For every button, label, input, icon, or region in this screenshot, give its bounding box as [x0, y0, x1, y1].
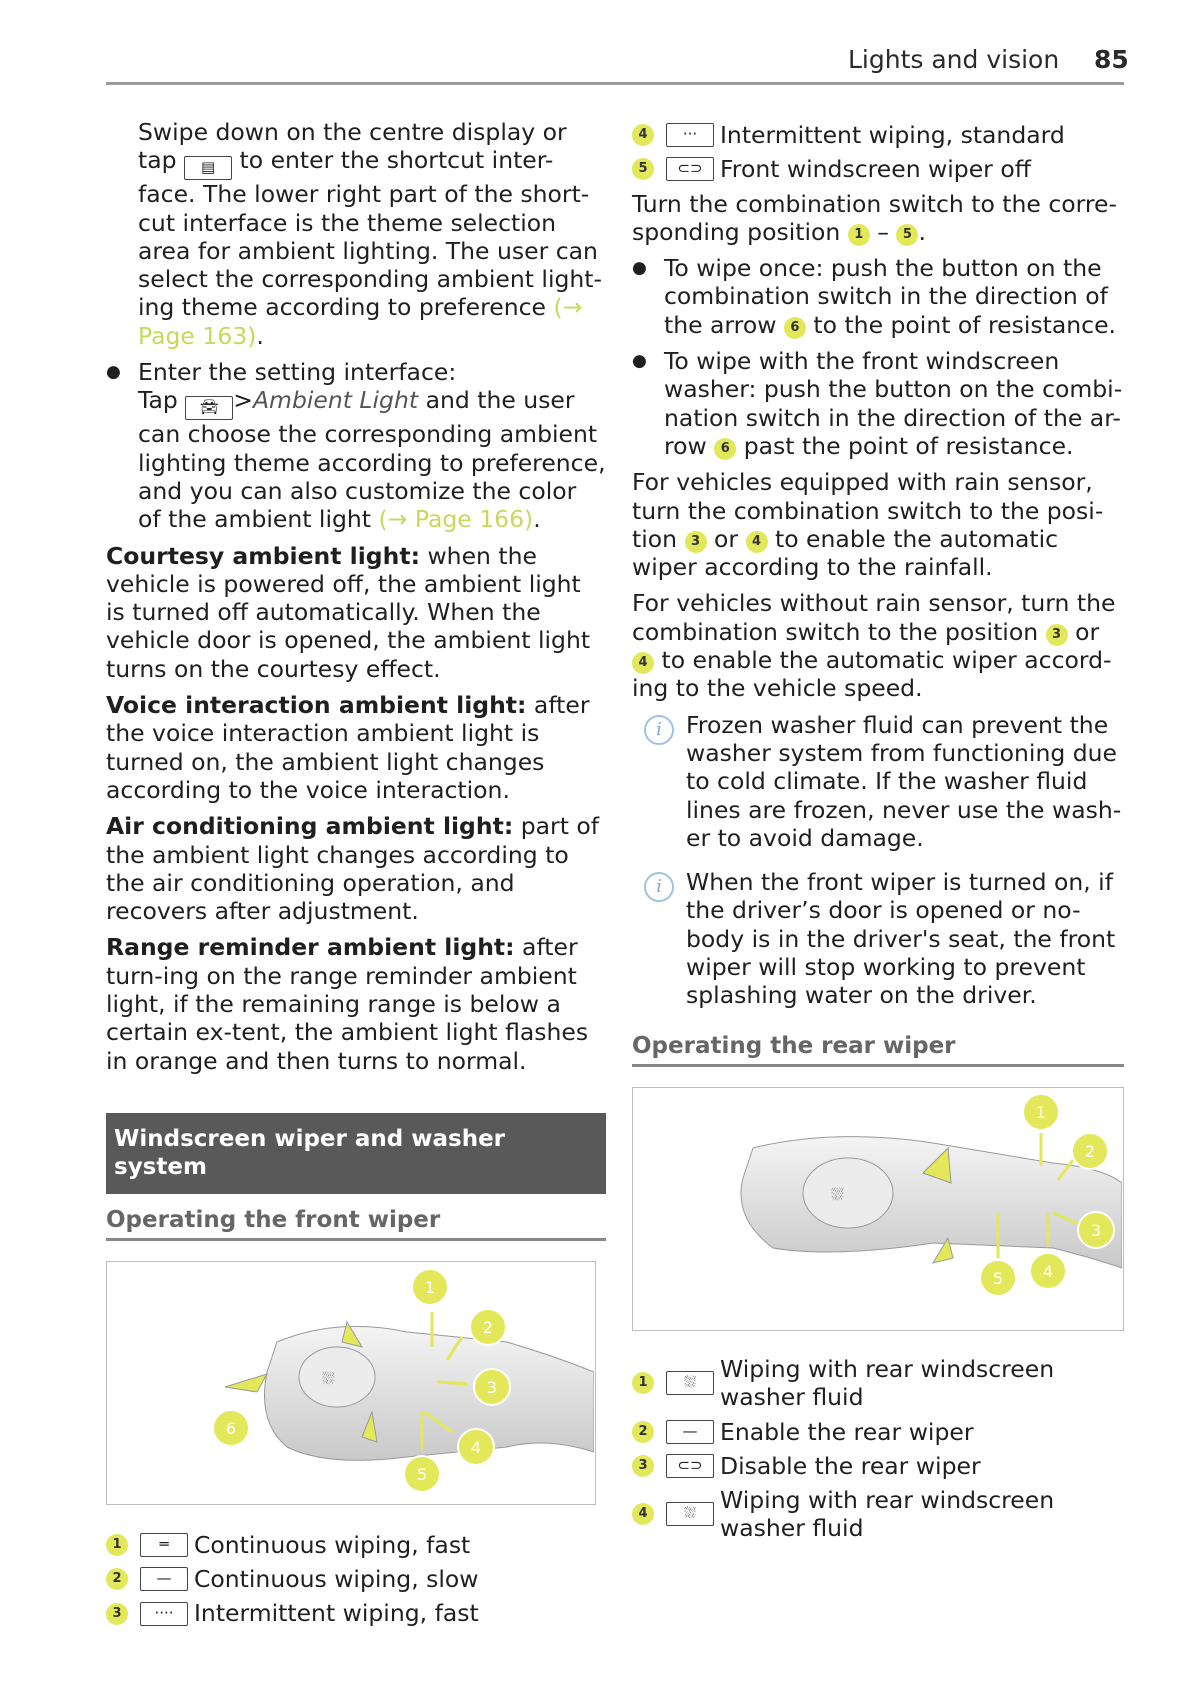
- info-text: Frozen washer fluid can prevent the washer system from functioning due to cold climate. If the washer fluid lines are frozen, never use the wash-er to avoid damage.: [686, 710, 1122, 852]
- text: Tap: [138, 386, 178, 415]
- term: Range reminder ambient light:: [106, 933, 515, 962]
- text: To wipe with the front windscreen washer: push the button on the combi-nation switch in the direction of the ar-row: [664, 347, 1123, 460]
- term: Courtesy ambient light:: [106, 541, 420, 570]
- term: Air conditioning ambient light:: [106, 812, 514, 841]
- figure-callout-label: 4: [470, 1437, 482, 1457]
- text: To wipe once: push the button on the combination switch in the direction of the arrow: [664, 254, 1108, 339]
- page-link[interactable]: (→ Page 166): [378, 505, 534, 534]
- range-paragraph: [106, 933, 606, 1074]
- header-rule: [106, 82, 1124, 85]
- figure-callout-label: 1: [424, 1277, 436, 1297]
- legend-text: Wiping with rear windscreen washer fluid: [720, 1354, 1055, 1412]
- callout-number: 1: [106, 1534, 128, 1556]
- text: tap: [138, 146, 177, 175]
- legend-item: [106, 1565, 606, 1593]
- legend-item: [632, 1355, 1124, 1412]
- figure-callout-label: 6: [225, 1418, 237, 1438]
- legend-text: Disable the rear wiper: [720, 1451, 981, 1480]
- figure-callout-label: 2: [482, 1317, 494, 1337]
- callout-number: 3: [106, 1603, 128, 1625]
- svg-text:⛆: ⛆: [322, 1368, 335, 1388]
- text: or: [1075, 617, 1100, 646]
- subsection-heading: Operating the front wiper: [106, 1200, 606, 1241]
- shortcut-paragraph: Swipe down on the centre display or tap ▤ to enter the shortcut inter-face. The lower right part of the short-cut interface is the theme selection area for ambient lighting. The user can select the corresponding ambient light-ing theme according to preference (→ Page 163).: [138, 118, 602, 350]
- text: to enter the shortcut inter-face. The lower right part of the short-cut interface is the theme selection area for ambient lighting. The user can select the corresponding ambient light-ing theme according to preference: [138, 146, 602, 322]
- text: to enable the automatic wiper according to the rainfall.: [632, 524, 1059, 582]
- text: to enable the automatic wiper accord-ing to the vehicle speed.: [632, 646, 1112, 703]
- callout-number: 1: [632, 1372, 654, 1394]
- figure-callout-label: 2: [1084, 1141, 1096, 1161]
- front-wiper-stalk-illustration: [107, 1262, 594, 1503]
- bullet-setting: ● Enter the setting interface: Tap 🚘︎ >Ambient Light and the user can choose the corresponding ambient lighting theme according to preference, and you can also customize the color of the ambient light (→ Page 166).: [106, 358, 606, 533]
- callout-number: 6: [714, 438, 736, 460]
- intermittent-fast-icon: ····: [140, 1602, 188, 1626]
- vehicle-settings-icon: 🚘︎: [185, 396, 233, 420]
- callout-number: 1: [848, 224, 870, 246]
- callout-number: 4: [632, 652, 654, 674]
- rear-wiper-figure: [632, 1087, 1124, 1331]
- rear-washer-icon: ⛆: [666, 1371, 714, 1395]
- rear-wiper-on-icon: —: [666, 1420, 714, 1444]
- info-note: [632, 868, 1124, 1009]
- intermittent-standard-icon: ···: [666, 123, 714, 147]
- bullet-washer: [632, 347, 1124, 460]
- shortcut-menu-icon: ▤: [184, 156, 232, 180]
- figure-callout-label: 5: [992, 1268, 1004, 1288]
- legend-item: [106, 1599, 606, 1627]
- legend-item: [632, 1486, 1124, 1543]
- figure-callout-label: 4: [1042, 1261, 1054, 1281]
- callout-number: 3: [1046, 624, 1068, 646]
- voice-paragraph: [106, 691, 606, 804]
- callout-number: 6: [784, 317, 806, 339]
- subsection-heading: Operating the rear wiper: [632, 1026, 1124, 1067]
- text: part of the ambient light changes according to the air conditioning operation, and recovers after adjustment.: [106, 812, 600, 926]
- legend-text: Continuous wiping, slow: [194, 1565, 479, 1594]
- legend-text: Intermittent wiping, fast: [194, 1599, 479, 1628]
- callout-number: 2: [106, 1568, 128, 1590]
- air-paragraph: [106, 812, 606, 925]
- turn-switch-paragraph: Turn the combination switch to the corre-sponding position 1 – 5 .: [632, 189, 1117, 246]
- callout-number: 3: [685, 531, 707, 553]
- text: For vehicles without rain sensor, turn the combination switch to the position: [632, 589, 1116, 646]
- callout-number: 4: [746, 531, 768, 553]
- legend-item: [632, 121, 1124, 149]
- figure-callout-label: 3: [1090, 1220, 1102, 1240]
- text: after turn-ing on the range reminder ambient light, if the remaining range is below a certain ex-tent, the ambient light flashes in orange and then turns to normal.: [106, 933, 589, 1075]
- rain-sensor-paragraph: [632, 468, 1124, 581]
- continuous-slow-icon: —: [140, 1567, 188, 1591]
- rear-wiper-stalk-illustration: [633, 1088, 1122, 1329]
- figure-callout-label: 1: [1035, 1102, 1047, 1122]
- section-heading: Windscreen wiper and washer system: [106, 1113, 606, 1194]
- legend-item: [106, 1531, 606, 1559]
- legend-text: Wiping with rear windscreen washer fluid: [720, 1486, 1055, 1543]
- legend-item: [632, 155, 1124, 183]
- wiper-off-icon: ⊂⊃: [666, 157, 714, 181]
- right-column: [632, 121, 1124, 1549]
- page-number: 85: [1094, 45, 1129, 74]
- text: or: [713, 524, 739, 553]
- callout-number: 4: [632, 124, 654, 146]
- legend-text: Enable the rear wiper: [720, 1417, 974, 1446]
- continuous-fast-icon: ═: [140, 1533, 188, 1557]
- text: Turn the combination switch to the corre-sponding position: [632, 189, 1117, 246]
- svg-text:⛆: ⛆: [831, 1184, 844, 1204]
- text: to the point of resistance.: [813, 310, 1117, 339]
- legend-text: Intermittent wiping, standard: [720, 121, 1065, 149]
- info-note: [632, 711, 1124, 852]
- chevron-right-icon: >: [233, 386, 253, 415]
- callout-number: 2: [632, 1421, 654, 1443]
- info-text: When the front wiper is turned on, if the driver’s door is opened or no-body is in the driver's seat, the front wiper will stop working to prevent splashing water on the driver.: [686, 868, 1116, 1010]
- text: after the voice interaction ambient light is turned on, the ambient light changes according to the voice interaction.: [106, 691, 590, 804]
- callout-number: 5: [632, 158, 654, 180]
- ambient-light-menu: Ambient Light: [252, 386, 419, 415]
- text: –: [877, 217, 889, 246]
- info-icon: i: [644, 872, 674, 902]
- left-column: [106, 118, 606, 1634]
- no-rain-sensor-paragraph: [632, 589, 1124, 702]
- page-link[interactable]: (→ Page 163): [138, 293, 583, 350]
- rear-wiper-off-icon: ⊂⊃: [666, 1454, 714, 1478]
- legend-text: Front windscreen wiper off: [720, 155, 1031, 184]
- callout-number: 5: [896, 224, 918, 246]
- page-header-title: Lights and vision: [848, 45, 1060, 74]
- figure-callout-label: 3: [486, 1377, 498, 1397]
- text: when the vehicle is powered off, the ambient light is turned off automatically. When the vehicle door is opened, the ambient light turns on the courtesy effect.: [106, 541, 591, 683]
- rear-washer-icon: ⛆: [666, 1502, 714, 1526]
- term: Voice interaction ambient light:: [106, 691, 527, 720]
- callout-number: 4: [632, 1503, 654, 1525]
- legend-text: Continuous wiping, fast: [194, 1530, 471, 1559]
- text: Enter the setting interface:: [138, 358, 457, 387]
- text: For vehicles equipped with rain sensor, turn the combination switch to the posi-tion: [632, 468, 1104, 553]
- legend-item: [632, 1452, 1124, 1480]
- text: and the user can choose the corresponding ambient lighting theme according to preference, and you can also customize the color of the ambient light: [138, 386, 606, 534]
- courtesy-paragraph: [106, 542, 606, 683]
- text: past the point of resistance.: [743, 431, 1074, 460]
- front-wiper-figure: [106, 1261, 596, 1505]
- info-icon: i: [644, 715, 674, 745]
- figure-callout-label: 5: [416, 1464, 428, 1484]
- bullet-wipe-once: [632, 254, 1124, 339]
- text: Swipe down on the centre display or: [138, 118, 567, 146]
- legend-item: [632, 1418, 1124, 1446]
- callout-number: 3: [632, 1455, 654, 1477]
